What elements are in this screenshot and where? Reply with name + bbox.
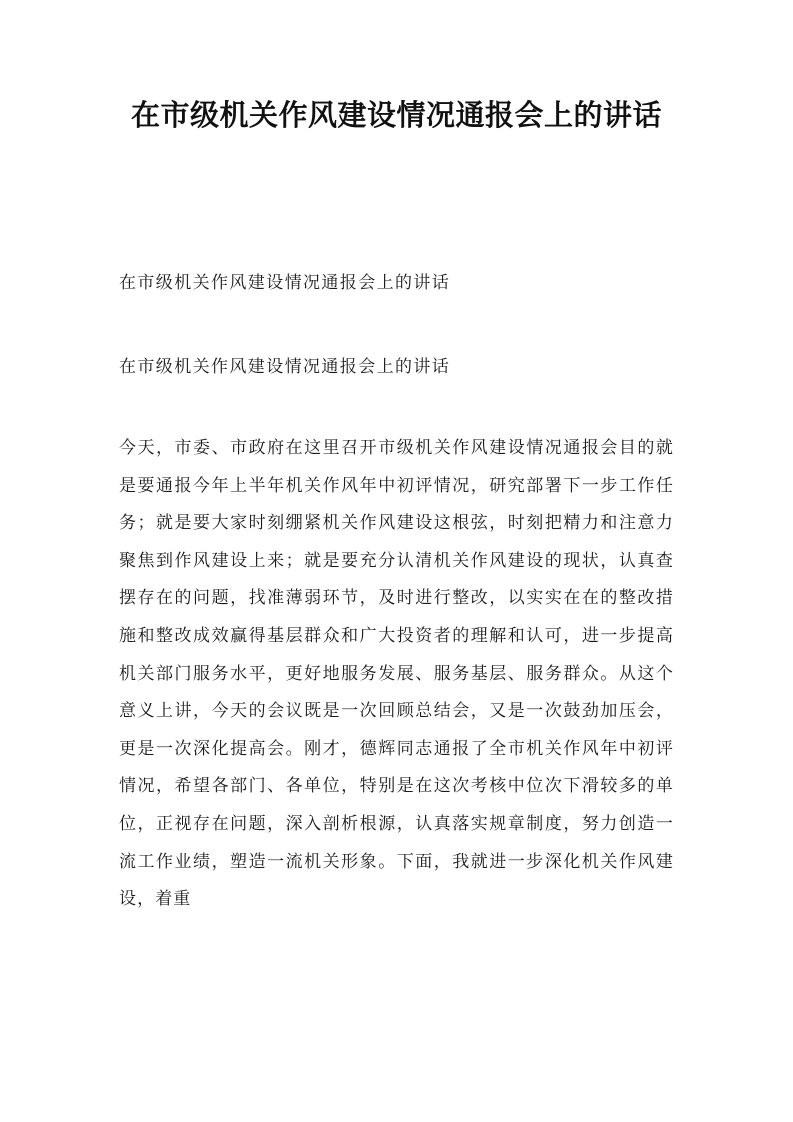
document-title: 在市级机关作风建设情况通报会上的讲话 <box>130 98 662 132</box>
body-paragraph: 今天，市委、市政府在这里召开市级机关作风建设情况通报会目的就是要通报今年上半年机关作风年中初评情况，研究部署下一步工作任务；就是要大家时刻绷紧机关作风建设这根弦，时刻把精力和注意力聚焦到作风建设上来；就是要充分认清机关作风建设的现状，认真查摆存在的问题，找准薄弱环节，及时进行整改，以实实在在的整改措施和整改成效赢得基层群众和广大投资者的理解和认可，进一步提高机关部门服务水平，更好地服务发展、服务基层、服务群众。从这个意义上讲，今天的会议既是一次回顾总结会，又是一次鼓劲加压会，更是一次深化提高会。刚才，德辉同志通报了全市机关作风年中初评情况，希望各部门、各单位，特别是在这次考核中位次下滑较多的单位，正视存在问题，深入剖析根源，认真落实规章制度，努力创造一流工作业绩，塑造一流机关形象。下面，我就进一步深化机关作风建设，着重 <box>119 438 674 910</box>
document-subtitle: 在市级机关作风建设情况通报会上的讲话 <box>119 273 451 293</box>
document-subtitle-repeat: 在市级机关作风建设情况通报会上的讲话 <box>119 357 451 377</box>
